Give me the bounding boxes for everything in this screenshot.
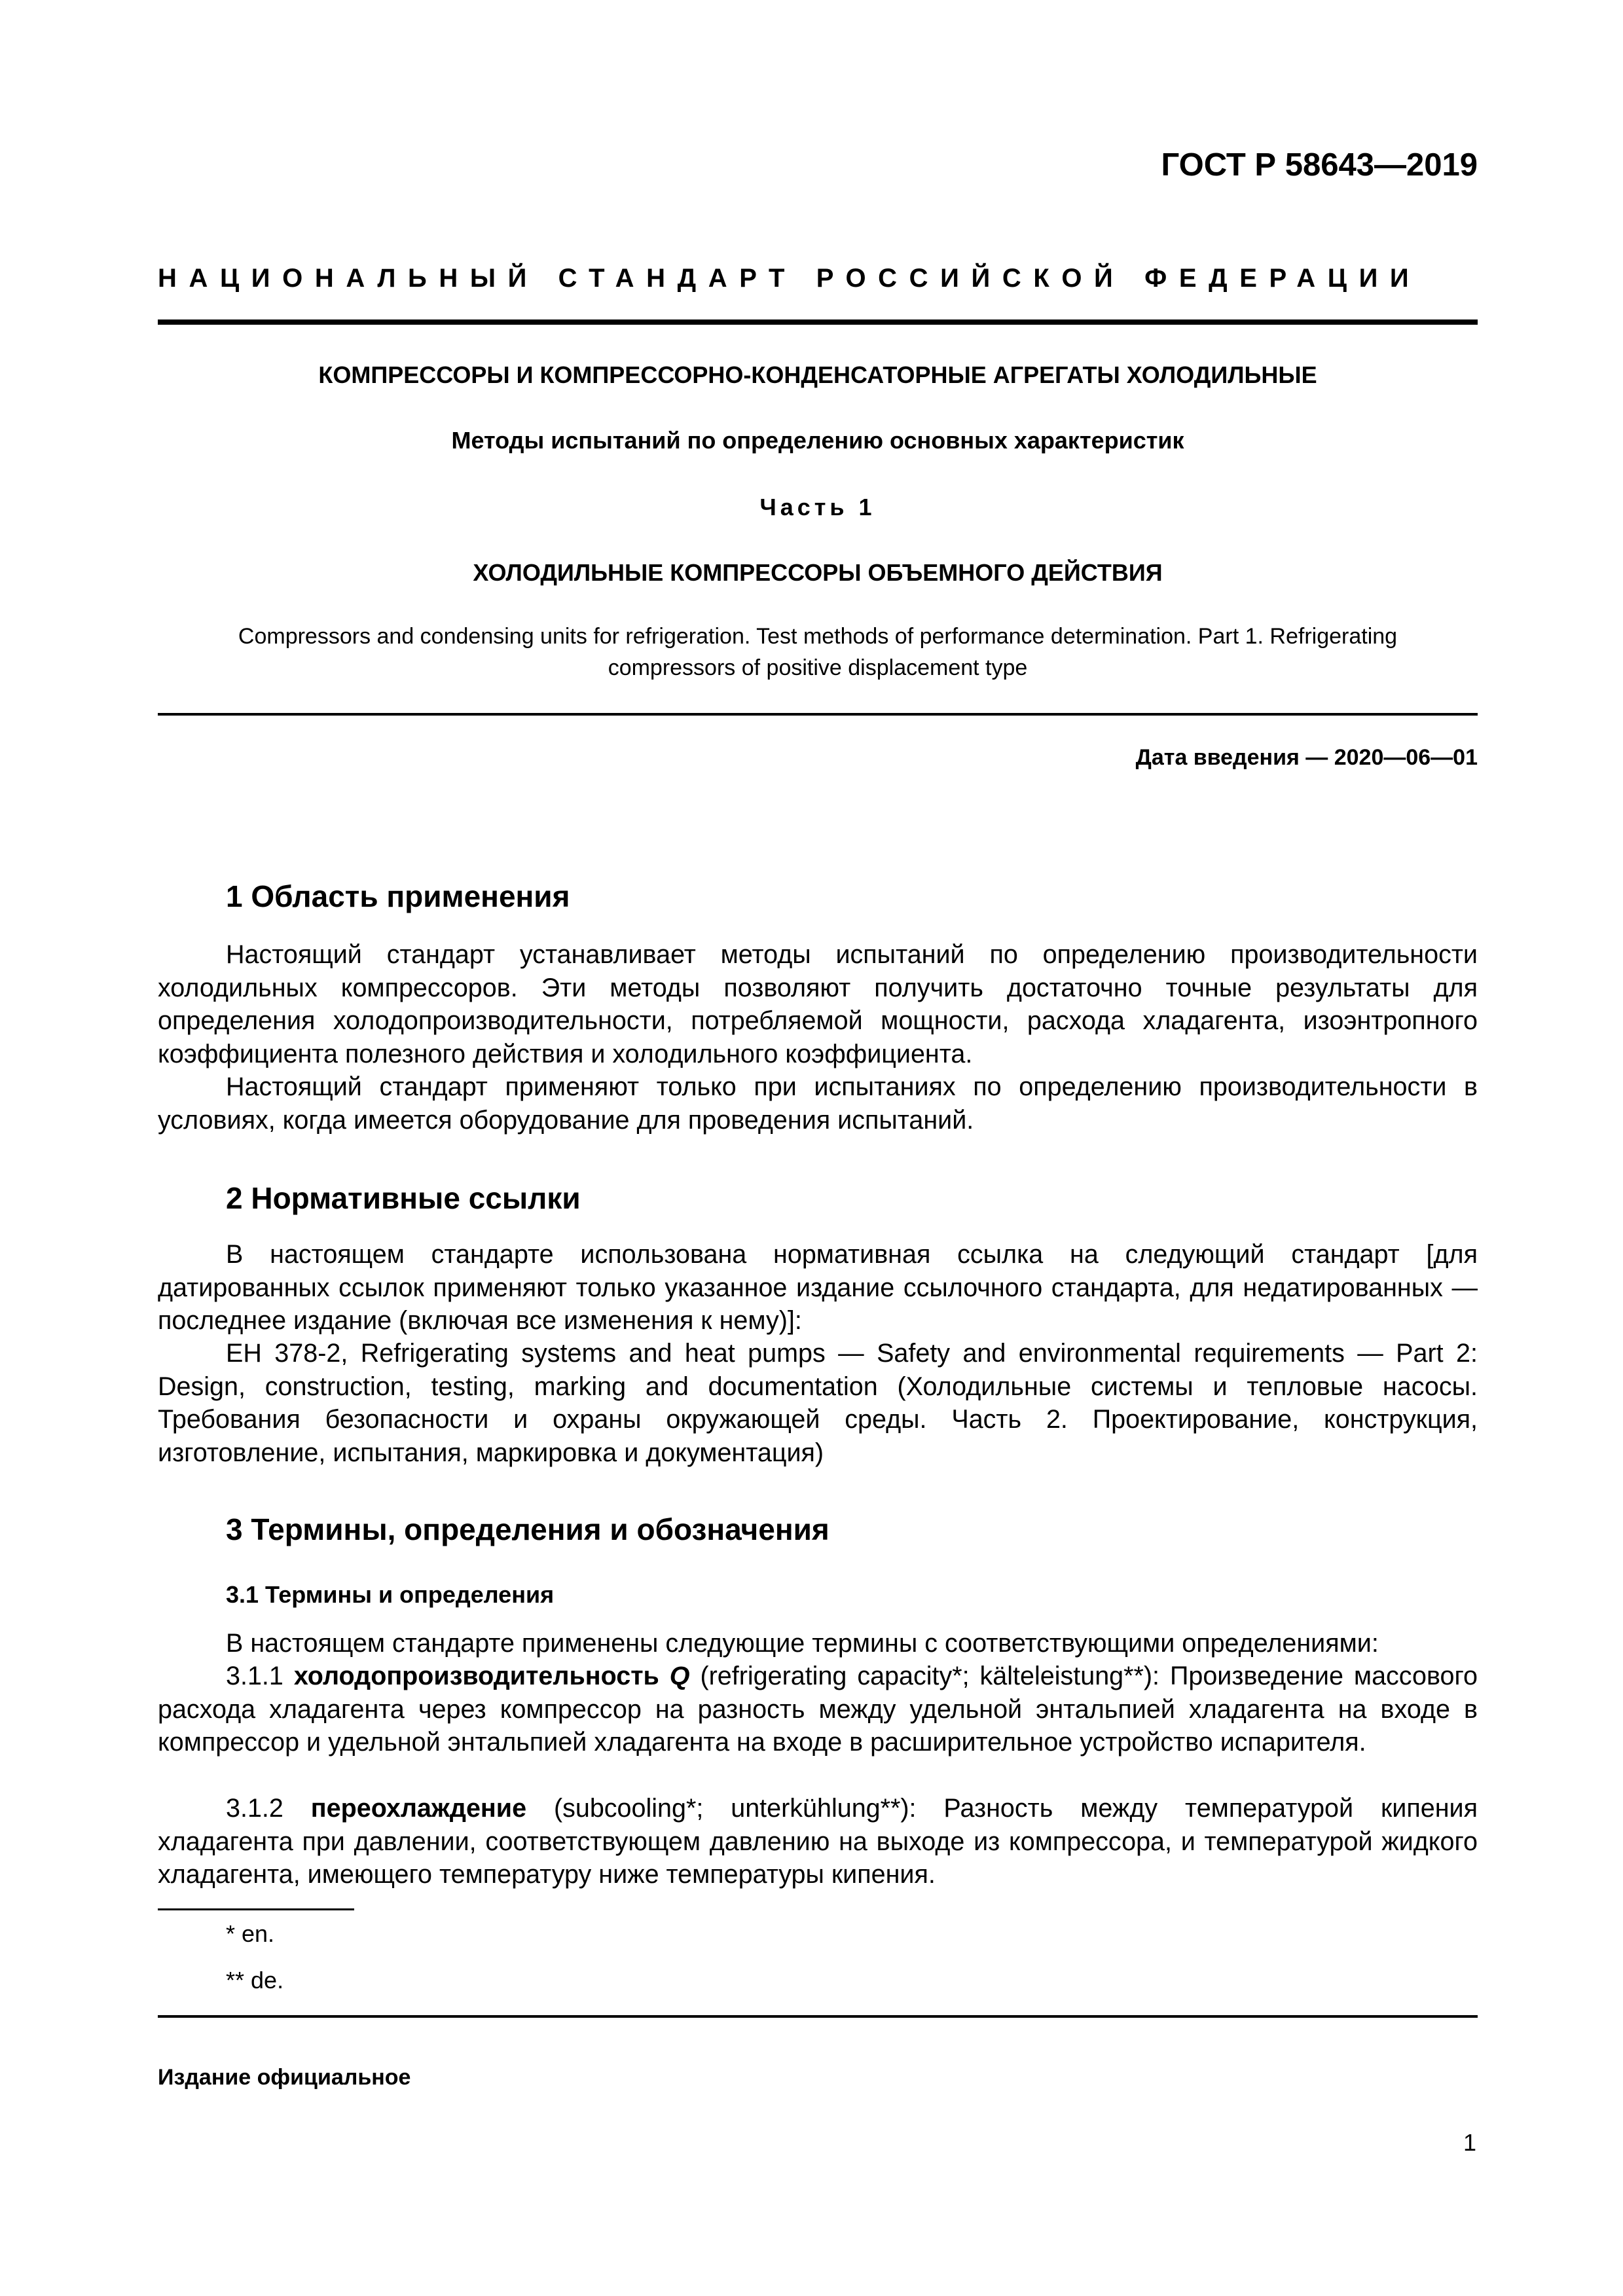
term-3-1-1-symbol: Q xyxy=(669,1662,690,1690)
subsection-3-1-heading: 3.1 Термины и определения xyxy=(226,1581,555,1608)
footnote-1: * en. xyxy=(226,1920,275,1947)
standard-subtitle: Методы испытаний по определению основных характеристик xyxy=(451,427,1184,454)
english-title-line-1: Compressors and condensing units for refrigeration. Test methods of performance determination. Part 1. Refrigerating xyxy=(238,624,1398,649)
section-3-heading: 3 Термины, определения и обозначения xyxy=(226,1512,830,1546)
section-2-paragraph-1: В настоящем стандарте использована нормативная ссылка на следующий стандарт [для датированных ссылок применяют только указанное издание ссылочного стандарта, для недатированных — последнее издание (включая все изменения к нему)]: xyxy=(158,1240,1478,1335)
term-3-1-1-number: 3.1.1 xyxy=(226,1662,283,1690)
term-3-1-2-definition: (subcooling*; unterkühlung**): Разность между температурой кипения хладагента при давлении, соответствующем давлению на выходе из компрессора, и температурой жидкого хладагента, имеющего температуру ниже температуры кипения. xyxy=(158,1794,1478,1889)
official-edition-label: Издание официальное xyxy=(158,2065,411,2090)
introduction-date: Дата введения — 2020—06—01 xyxy=(1135,745,1478,770)
section-3-intro: В настоящем стандарте применены следующие термины с соответствующими определениями: xyxy=(226,1629,1379,1658)
section-2-paragraph-2: EH 378-2, Refrigerating systems and heat pumps — Safety and environmental requirements — Part 2: Design, construction, testing, marking and documentation (Холодильные системы и тепловые насосы. Требования безопасности и охраны окружающей среды. Часть 2. Проектирование, конструкция, изготовление, испытания, маркировка и документация) xyxy=(158,1339,1478,1467)
national-standard-banner: НАЦИОНАЛЬНЫЙ СТАНДАРТ РОССИЙСКОЙ ФЕДЕРАЦИИ xyxy=(158,264,1421,293)
term-3-1-1 xyxy=(158,1660,1478,1759)
english-title-line-2: compressors of positive displacement type xyxy=(608,655,1028,680)
term-3-1-1-name: холодопроизводительность xyxy=(293,1662,659,1690)
section-1-heading: 1 Область применения xyxy=(226,879,570,913)
section-2-heading: 2 Нормативные ссылки xyxy=(226,1181,581,1215)
section-1-paragraph-1: Настоящий стандарт устанавливает методы испытаний по определению производительности холодильных компрессоров. Эти методы позволяют получить достаточно точные результаты для определения холодопроизводительности, потребляемой мощности, расхода хладагента, изоэнтропного коэффициента полезного действия и холодильного коэффициента. xyxy=(158,940,1478,1068)
footnote-rule xyxy=(158,1908,354,1910)
part-label: Часть 1 xyxy=(759,494,876,520)
footnote-2: ** de. xyxy=(226,1967,284,1994)
term-3-1-1-definition: (refrigerating capacity*; kälteleistung**): Произведение массового расхода хладагента через компрессор на разность между удельной энтальпией хладагента на входе в компрессор и удельной энтальпией хладагента на входе в расширительное устройство испарителя. xyxy=(158,1662,1478,1757)
header-rule xyxy=(158,319,1478,325)
title-rule xyxy=(158,713,1478,716)
term-3-1-2-number: 3.1.2 xyxy=(226,1794,283,1823)
term-3-1-2-name: переохлаждение xyxy=(310,1794,527,1823)
english-title xyxy=(158,621,1478,683)
footer-rule xyxy=(158,2015,1478,2018)
term-3-1-2 xyxy=(158,1792,1478,1891)
section-1-paragraph-2: Настоящий стандарт применяют только при испытаниях по определению производительности в условиях, когда имеется оборудование для проведения испытаний. xyxy=(158,1072,1478,1135)
part-title: ХОЛОДИЛЬНЫЕ КОМПРЕССОРЫ ОБЪЕМНОГО ДЕЙСТВИЯ xyxy=(473,559,1163,586)
document-code: ГОСТ Р 58643—2019 xyxy=(1161,147,1478,183)
page-number: 1 xyxy=(1463,2129,1476,2156)
standard-title: КОМПРЕССОРЫ И КОМПРЕССОРНО-КОНДЕНСАТОРНЫЕ АГРЕГАТЫ ХОЛОДИЛЬНЫЕ xyxy=(318,361,1317,388)
